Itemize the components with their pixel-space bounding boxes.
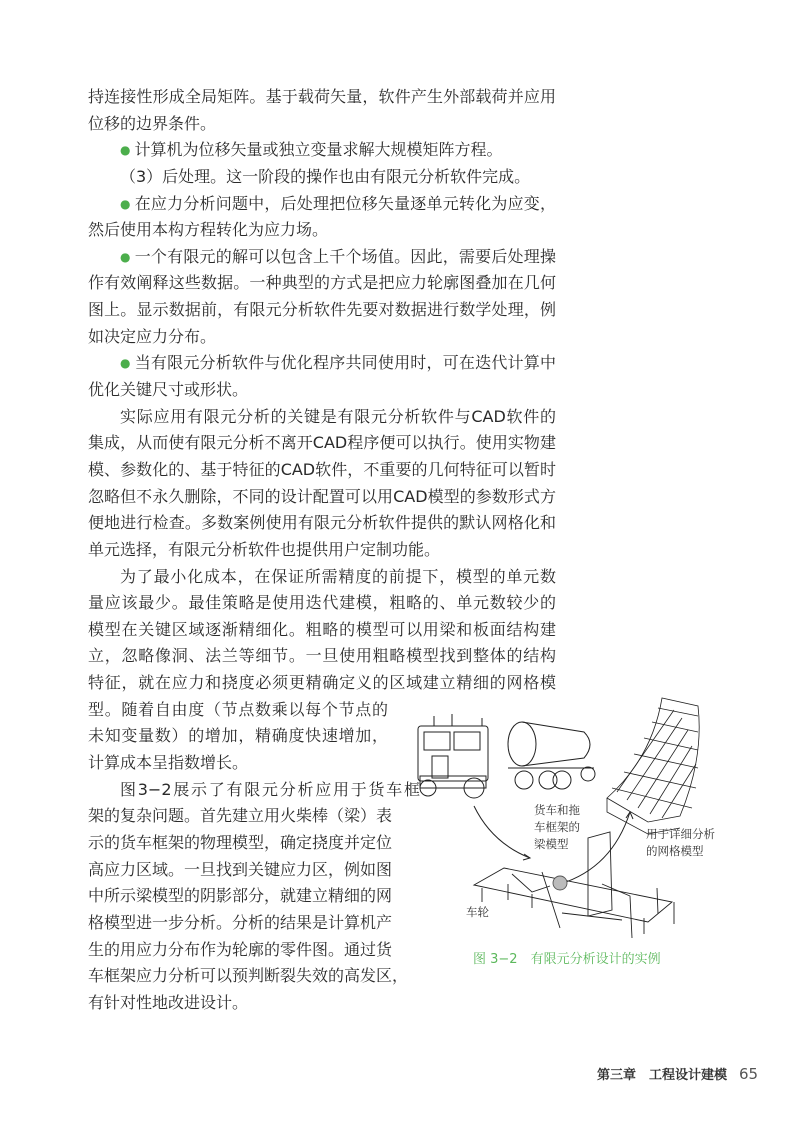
chapter-title: 第三章 工程设计建模 [597,1068,728,1083]
text-line-content: 图上。显示数据前，有限元分析软件先要对数据进行数学处理，例 [88,300,556,320]
text-line-content: 模、参数化的、基于特征的CAD软件，不重要的几何特征可以暂时 [88,459,556,479]
text-line [88,697,388,724]
text-line [88,484,556,511]
text-line-content: 优化关键尺寸或形状。 [88,380,249,400]
text-line-content: 如决定应力分布。 [88,326,217,346]
text-line [88,510,556,537]
text-line-content: 有针对性地改进设计。 [88,992,249,1012]
text-line [88,191,556,218]
text-line [88,750,388,777]
text-line [88,723,388,750]
mesh-model-label-line: 的网格模型 [646,844,704,858]
mesh-model-label-line: 用于详细分析 [646,827,715,841]
text-line-content: 量应该最少。最佳策略是使用迭代建模，粗略的、单元数较少的 [88,593,556,613]
text-line-content: 生的用应力分布作为轮廓的零件图。通过货 [88,939,393,959]
mesh-model-drawing [607,698,699,834]
text-line-content: 当有限元分析软件与优化程序共同使用时，可在迭代计算中 [134,353,556,373]
bullet-icon: ● [120,196,131,211]
paragraph [88,404,556,564]
text-line [88,537,556,564]
text-line-content: 特征，就在应力和挠度必须更精确定义的区域建立精细的网格模 [88,673,556,693]
text-line [88,377,556,404]
text-line-content: 持连接性形成全局矩阵。基于载荷矢量，软件产生外部载荷并应用 [88,87,556,106]
text-line [88,643,556,670]
text-line-content: 实际应用有限元分析的关键是有限元分析软件与CAD软件的 [120,406,556,426]
text-line-content: 在应力分析问题中，后处理把位移矢量逐单元转化为应变， [134,193,556,213]
text-line [88,590,556,617]
text-line-content: 然后使用本构方程转化为应力场。 [88,220,329,240]
text-line-content: 立，忽略像洞、法兰等细节。一旦使用粗略模型找到整体的结构 [88,646,556,666]
text-line-content: 忽略但不永久删除，不同的设计配置可以用CAD模型的参数形式方 [88,486,556,506]
text-line-content: 型。随着自由度（节点数乘以每个节点的 [88,699,388,719]
bullet-icon: ● [120,249,131,264]
text-line-content: （3）后处理。这一阶段的操作也由有限元分析软件完成。 [120,166,531,186]
text-line-content: 模型在关键区域逐渐精细化。粗略的模型可以用梁和板面结构建 [88,619,556,639]
text-line-content: 计算成本呈指数增长。 [88,753,249,773]
text-line [88,270,556,297]
text-line [88,111,556,138]
truck-cab-drawing [418,714,488,798]
wheel-label: 车轮 [466,905,489,919]
figure-3-2 [412,688,762,978]
bullet-item [88,350,556,403]
text-line-content: 架的复杂问题。首先建立用火柴棒（梁）表 [88,806,393,826]
text-line-content: 单元选择，有限元分析软件也提供用户定制功能。 [88,539,441,559]
bullet-icon: ● [120,143,131,158]
text-line-content: 集成，从而使有限元分析不离开CAD程序便可以执行。使用实物建 [88,433,556,453]
text-line [88,777,420,804]
text-line [88,883,393,910]
text-line-content: 示的货车框架的物理模型，确定挠度并定位 [88,832,393,852]
tanker-trailer-drawing [508,722,595,789]
text-line-content: 为了最小化成本，在保证所需精度的前提下，模型的单元数 [120,566,556,586]
text-line [88,430,556,457]
text-line [88,457,556,484]
text-line [88,564,556,591]
text-line [88,137,556,164]
beam-model-label-line: 货车和拖 [534,803,580,817]
text-line-content: 便地进行检查。多数案例使用有限元分析软件提供的默认网格化和 [88,513,556,533]
text-line-content: 计算机为位移矢量或独立变量求解大规模矩阵方程。 [134,140,503,160]
bullet-item [88,244,556,351]
beam-model-label [534,802,580,853]
text-line [88,830,393,857]
text-line-content: 高应力区域。一旦找到关键应力区，例如图 [88,859,393,879]
text-line [88,84,556,111]
text-line [88,244,556,271]
mesh-model-label [646,826,715,860]
text-line [88,404,556,431]
text-line [88,297,556,324]
text-line [88,617,556,644]
text-line [88,350,556,377]
text-line-content: 作有效阐释这些数据。一种典型的方式是把应力轮廓图叠加在几何 [88,273,556,293]
text-line-content: 未知变量数）的增加，精确度快速增加， [88,726,388,746]
text-line-content: 一个有限元的解可以包含上千个场值。因此，需要后处理操 [134,246,556,266]
text-line [88,164,556,191]
paragraph [88,164,556,191]
text-line [88,990,388,1017]
figure-caption: 图 3−2 有限元分析设计的实例 [473,952,661,967]
page-footer [597,1064,758,1083]
text-line [88,217,556,244]
text-line [88,857,393,884]
bullet-item [88,191,556,244]
bullet-icon: ● [120,356,131,371]
bullet-item [88,137,556,164]
paragraph [88,84,556,137]
text-line [88,324,556,351]
text-line-content: 车框架应力分析可以预判断裂失效的高发区， [88,966,409,986]
text-line-content: 格模型进一步分析。分析的结果是计算机产 [88,912,393,932]
text-line [88,937,393,964]
text-line [88,910,393,937]
text-line-content: 位移的边界条件。 [88,113,217,133]
text-line-content: 中所示梁模型的阴影部分，就建立精细的网 [88,886,393,906]
page-number: 65 [739,1065,759,1083]
text-line [88,803,393,830]
beam-model-label-line: 车框架的 [534,820,580,834]
text-line-content: 图3−2展示了有限元分析应用于货车框 [120,779,420,799]
text-line [88,963,409,990]
beam-model-label-line: 梁模型 [534,837,569,851]
